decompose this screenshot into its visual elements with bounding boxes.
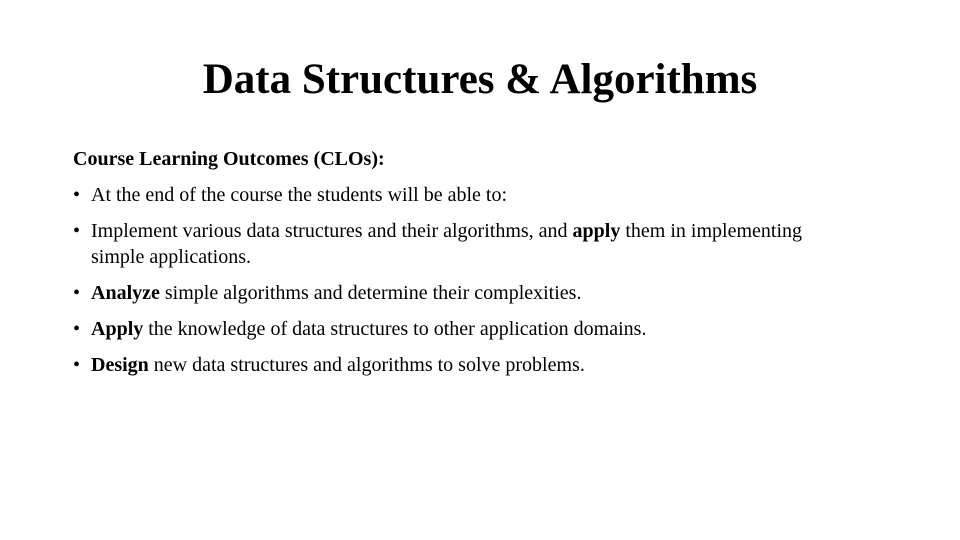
item-keyword: Analyze	[91, 282, 160, 304]
bullet-icon: •	[73, 318, 81, 340]
slide-content	[73, 146, 833, 388]
list-item-design	[73, 352, 833, 378]
clo-list	[73, 182, 833, 378]
item-text: new data structures and algorithms to solve problems.	[148, 354, 585, 376]
list-item-implement	[73, 218, 833, 270]
list-item-apply	[73, 316, 833, 342]
clo-heading: Course Learning Outcomes (CLOs):	[73, 148, 385, 170]
item-text: At the end of the course the students will be able to:	[91, 184, 508, 206]
bullet-icon: •	[73, 282, 81, 304]
item-keyword: apply	[572, 220, 621, 242]
list-item-intro	[73, 182, 833, 208]
item-keyword: Apply	[91, 318, 144, 340]
list-item-analyze	[73, 280, 833, 306]
slide-title: Data Structures & Algorithms	[202, 56, 758, 103]
item-text: the knowledge of data structures to other application domains.	[143, 318, 647, 340]
item-text: simple algorithms and determine their complexities.	[159, 282, 582, 304]
item-text: them in implementing simple applications.	[91, 220, 802, 268]
bullet-icon: •	[73, 220, 81, 242]
bullet-icon: •	[73, 184, 81, 206]
bullet-icon: •	[73, 354, 81, 376]
item-keyword: Design	[91, 354, 149, 376]
item-text: Implement various data structures and their algorithms, and	[91, 220, 573, 242]
